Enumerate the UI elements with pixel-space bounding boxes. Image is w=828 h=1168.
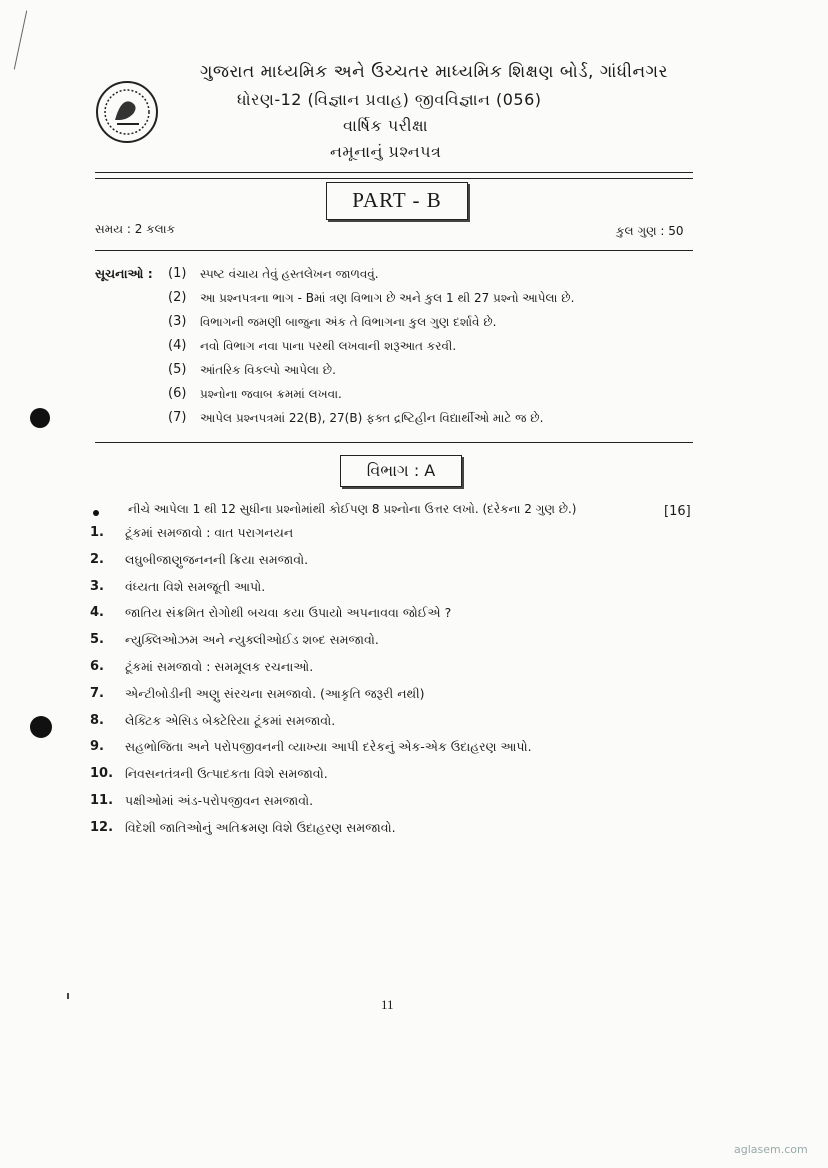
section-label-box <box>340 455 462 487</box>
instruction-number: (2) <box>168 290 187 305</box>
exam-title: વાર્ષિક પરીક્ષા <box>343 116 429 135</box>
question-number: 6. <box>90 659 104 674</box>
instruction-text: આંતરિક વિકલ્પો આપેલા છે. <box>200 363 336 377</box>
instructions-rule <box>95 442 693 443</box>
paper-type: નમૂનાનું પ્રશ્નપત્ર <box>330 142 442 161</box>
question-text: પક્ષીઓમાં અંડ-પરોપજીવન સમજાવો. <box>125 793 314 808</box>
question-text: સહભોજિતા અને પરોપજીવનની વ્યાખ્યા આપી દરેકનું એક-એક ઉદાહરણ આપો. <box>125 739 532 755</box>
instruction-number: (4) <box>168 338 187 353</box>
question-number: 9. <box>90 739 104 755</box>
punch-hole-mark <box>30 408 50 428</box>
header-rule <box>95 172 693 173</box>
question-text: નિવસનતંત્રની ઉત્પાદકતા વિશે સમજાવો. <box>125 766 328 782</box>
question-number: 1. <box>90 525 104 540</box>
instructions-label: સૂચનાઓ : <box>95 266 153 281</box>
question-number: 4. <box>90 605 104 621</box>
question-number: 7. <box>90 685 104 701</box>
question-text: ન્યુક્લિઓઝમ અને ન્યુક્લીઓઈડ શબ્દ સમજાવો. <box>125 632 379 648</box>
part-label-box <box>326 182 468 220</box>
time-allowed: સમય : 2 કલાક <box>95 222 176 236</box>
part-label: PART - B <box>352 188 442 212</box>
question-text: વંધ્યતા વિશે સમજૂતી આપો. <box>125 578 266 594</box>
instruction-number: (5) <box>168 362 187 377</box>
instruction-text: આપેલ પ્રશ્નપત્રમાં 22(B), 27(B) ફક્ત દ્રષ્ટિહીન વિદ્યાર્થીઓ માટે જ છે. <box>200 411 544 425</box>
question-number: 12. <box>90 819 114 835</box>
question-text: એન્ટીબોડીની અણુ સંરચના સમજાવો. (આકૃતિ જરૂરી નથી) <box>125 685 425 701</box>
section-instruction: નીચે આપેલા 1 થી 12 સુધીના પ્રશ્નોમાંથી કોઈપણ 8 પ્રશ્નોના ઉત્તર લખો. (દરેકના 2 ગુણ છે.) <box>128 502 577 516</box>
board-name: ગુજરાત માધ્યમિક અને ઉચ્ચતર માધ્યમિક શિક્ષણ બોર્ડ, ગાંધીનગર <box>200 62 668 82</box>
instruction-text: સ્પષ્ટ વંચાય તેવું હસ્તલેખન જાળવવું. <box>200 267 379 281</box>
scan-edge-mark <box>14 11 27 70</box>
page-number: 11 <box>381 997 394 1012</box>
question-text: જાતિય સંક્રમિત રોગોથી બચવા કયા ઉપાયો અપનાવવા જોઈએ ? <box>125 605 452 621</box>
watermark: aglasem.com <box>734 1143 808 1156</box>
board-seal-logo <box>95 80 159 144</box>
question-text: વિદેશી જાતિઓનું અતિક્રમણ વિશે ઉદાહરણ સમજાવો. <box>125 819 396 835</box>
instruction-number: (1) <box>168 266 187 281</box>
total-marks: કુલ ગુણ : 50 <box>616 224 684 238</box>
question-text: લઘુબીજાણુજનનની ક્રિયા સમજાવો. <box>125 551 309 567</box>
instruction-number: (7) <box>168 410 187 425</box>
question-text: ટૂંકમાં સમજાવો : સમમૂલક રચનાઓ. <box>125 659 314 674</box>
question-number: 10. <box>90 766 114 782</box>
question-text: ટૂંકમાં સમજાવો : વાત પરાગનયન <box>125 525 294 540</box>
instruction-text: નવો વિભાગ નવા પાના પરથી લખવાની શરૂઆત કરવી. <box>200 339 457 353</box>
scan-speck <box>67 993 69 999</box>
punch-hole-mark <box>30 716 52 738</box>
instruction-text: પ્રશ્નોના જવાબ ક્રમમાં લખવા. <box>200 387 342 401</box>
instruction-text: આ પ્રશ્નપત્રના ભાગ - Bમાં ત્રણ વિભાગ છે અને કુલ 1 થી 27 પ્રશ્નો આપેલા છે. <box>200 291 575 305</box>
meta-rule <box>95 250 693 251</box>
question-number: 2. <box>90 551 104 567</box>
question-number: 3. <box>90 578 104 594</box>
subject-line: ધોરણ-12 (વિજ્ઞાન પ્રવાહ) જીવવિજ્ઞાન (056) <box>237 90 542 109</box>
board-seal-icon <box>95 80 159 144</box>
instruction-number: (3) <box>168 314 187 329</box>
instruction-number: (6) <box>168 386 187 401</box>
section-marks: [16] <box>664 504 691 519</box>
section-label: વિભાગ : A <box>366 461 436 480</box>
bullet-icon <box>93 510 99 516</box>
question-text: લેક્ટિક એસિડ બેક્ટેરિયા ટૂંકમાં સમજાવો. <box>125 712 336 728</box>
instruction-text: વિભાગની જમણી બાજુના અંક તે વિભાગના કુલ ગુણ દર્શાવે છે. <box>200 315 497 329</box>
question-number: 8. <box>90 712 104 728</box>
question-number: 11. <box>90 793 114 808</box>
question-number: 5. <box>90 632 104 648</box>
header-rule <box>95 178 693 179</box>
